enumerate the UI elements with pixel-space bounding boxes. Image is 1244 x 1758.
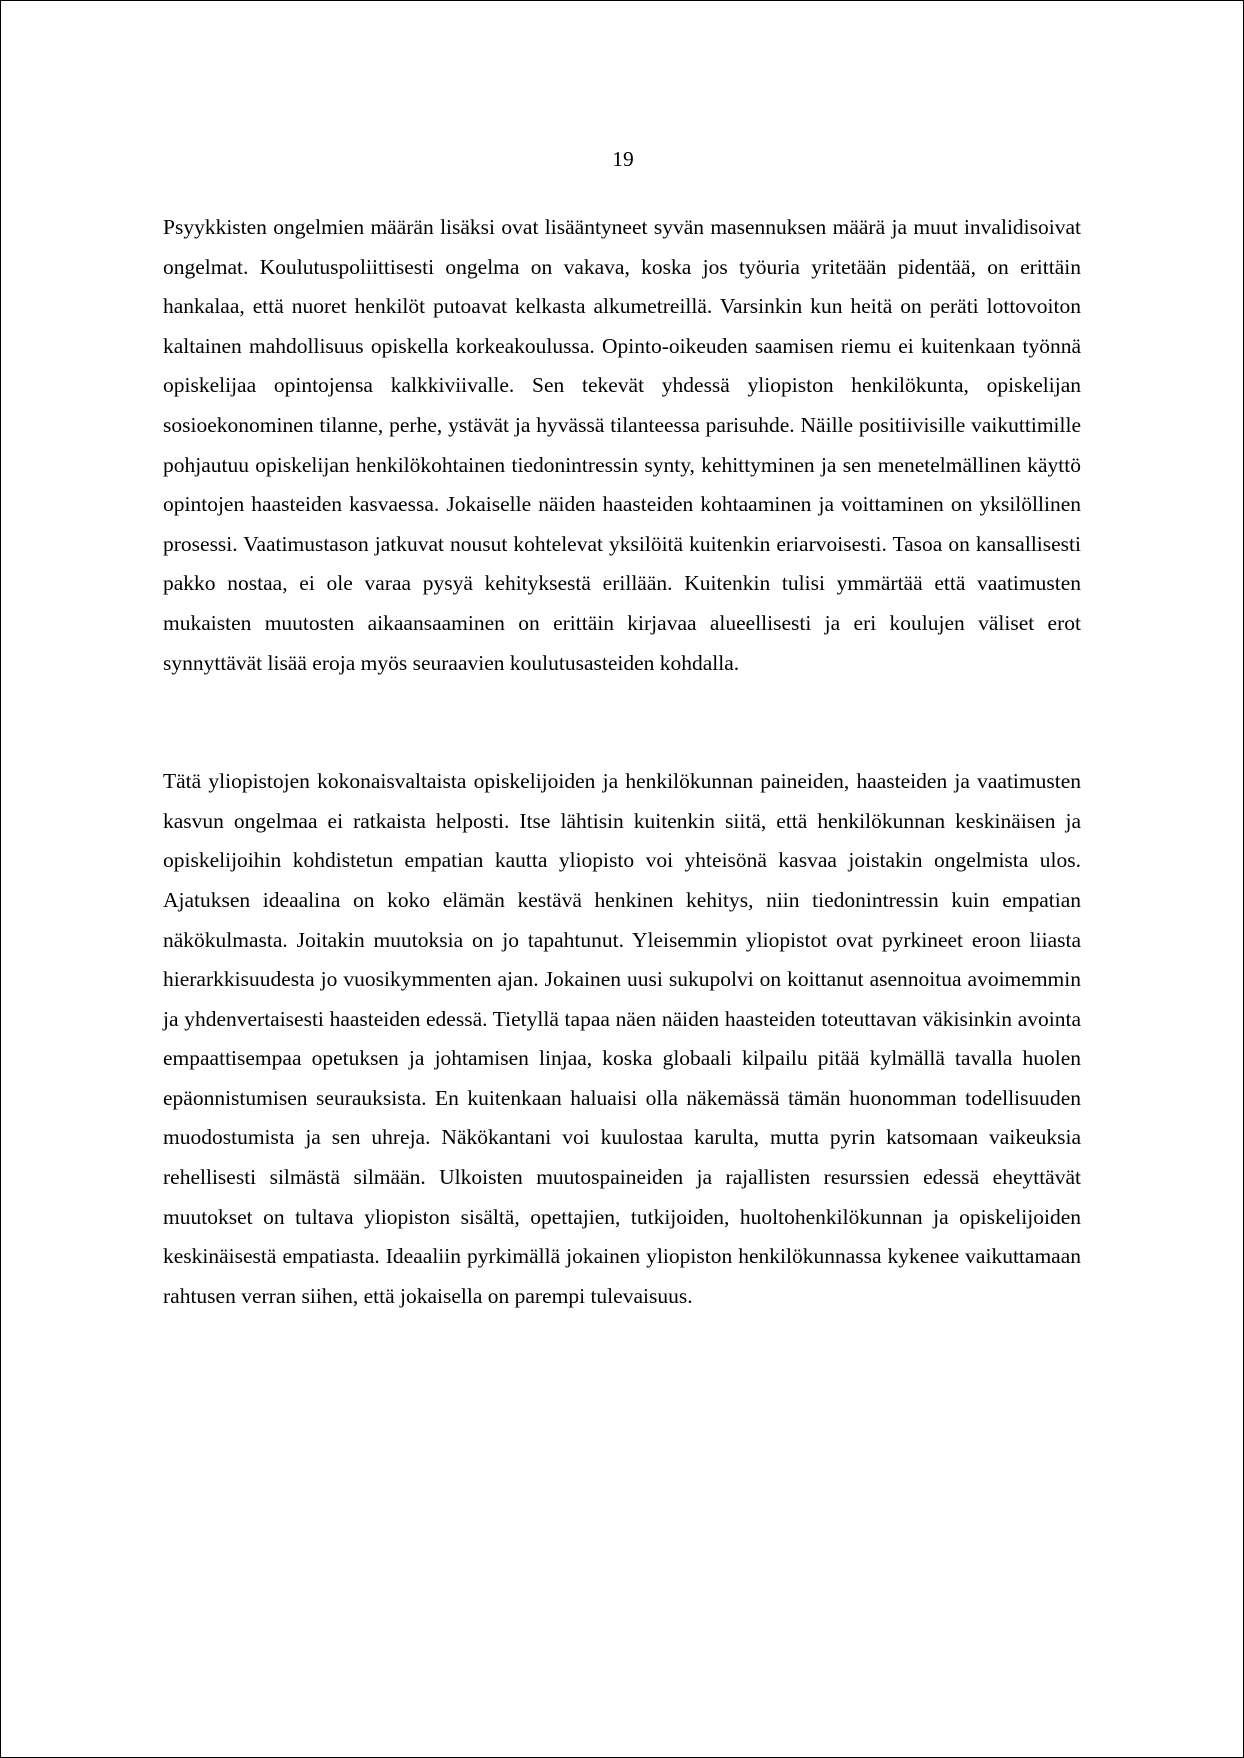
paragraph-2: Tätä yliopistojen kokonaisvaltaista opiskelijoiden ja henkilökunnan paineiden, haasteiden ja vaatimusten kasvun ongelmaa ei ratkaista helposti. Itse lähtisin kuitenkin siitä, että henkilökunnan keskinäisen ja opiskelijoihin kohdistetun empatian kautta yliopisto voi yhteisönä kasvaa joistakin ongelmista ulos. Ajatuksen ideaalina on koko elämän kestävä henkinen kehitys, niin tiedonintressin kuin empatian näkökulmasta. Joitakin muutoksia on jo tapahtunut. Yleisemmin yliopistot ovat pyrkineet eroon liiasta hierarkkisuudesta jo vuosikymmenten ajan. Jokainen uusi sukupolvi on koittanut asennoitua avoimemmin ja yhdenvertaisesti haasteiden edessä. Tietyllä tapaa näen näiden haasteiden toteuttavan väkisinkin avointa empaattisempaa opetuksen ja johtamisen linjaa, koska globaali kilpailu pitää kylmällä tavalla huolen epäonnistumisen seurauksista. En kuitenkaan haluaisi olla näkemässä tämän huonomman todellisuuden muodostumista ja sen uhreja. Näkökantani voi kuulostaa karulta, mutta pyrin katsomaan vaikeuksia rehellisesti silmästä silmään. Ulkoisten muutospaineiden ja rajallisten resurssien edessä eheyttävät muutokset on tultava yliopiston sisältä, opettajien, tutkijoiden, huoltohenkilökunnan ja opiskelijoiden keskinäisestä empatiasta. Ideaaliin pyrkimällä jokainen yliopiston henkilökunnassa kykenee vaikuttamaan rahtusen verran siihen, että jokaisella on parempi tulevaisuus.	[163, 769, 1081, 1308]
page-number: 19	[612, 147, 634, 171]
body-text	[163, 208, 1081, 1316]
paragraph-1: Psyykkisten ongelmien määrän lisäksi ovat lisääntyneet syvän masennuksen määrä ja muut invalidisoivat ongelmat. Koulutuspoliittisesti ongelma on vakava, koska jos työuria yritetään pidentää, on erittäin hankalaa, että nuoret henkilöt putoavat kelkasta alkumetreillä. Varsinkin kun heitä on peräti lottovoiton kaltainen mahdollisuus opiskella korkeakoulussa. Opinto-oikeuden saamisen riemu ei kuitenkaan työnnä opiskelijaa opintojensa kalkkiviivalle. Sen tekevät yhdessä yliopiston henkilökunta, opiskelijan sosioekonominen tilanne, perhe, ystävät ja hyvässä tilanteessa parisuhde. Näille positiivisille vaikuttimille pohjautuu opiskelijan henkilökohtainen tiedonintressin synty, kehittyminen ja sen menetelmällinen käyttö opintojen haasteiden kasvaessa. Jokaiselle näiden haasteiden kohtaaminen ja voittaminen on yksilöllinen prosessi. Vaatimustason jatkuvat nousut kohtelevat yksilöitä kuitenkin eriarvoisesti. Tasoa on kansallisesti pakko nostaa, ei ole varaa pysyä kehityksestä erillään. Kuitenkin tulisi ymmärtää että vaatimusten mukaisten muutosten aikaansaaminen on erittäin kirjavaa alueellisesti ja eri koulujen väliset erot synnyttävät lisää eroja myös seuraavien koulutusasteiden kohdalla.	[163, 215, 1081, 675]
